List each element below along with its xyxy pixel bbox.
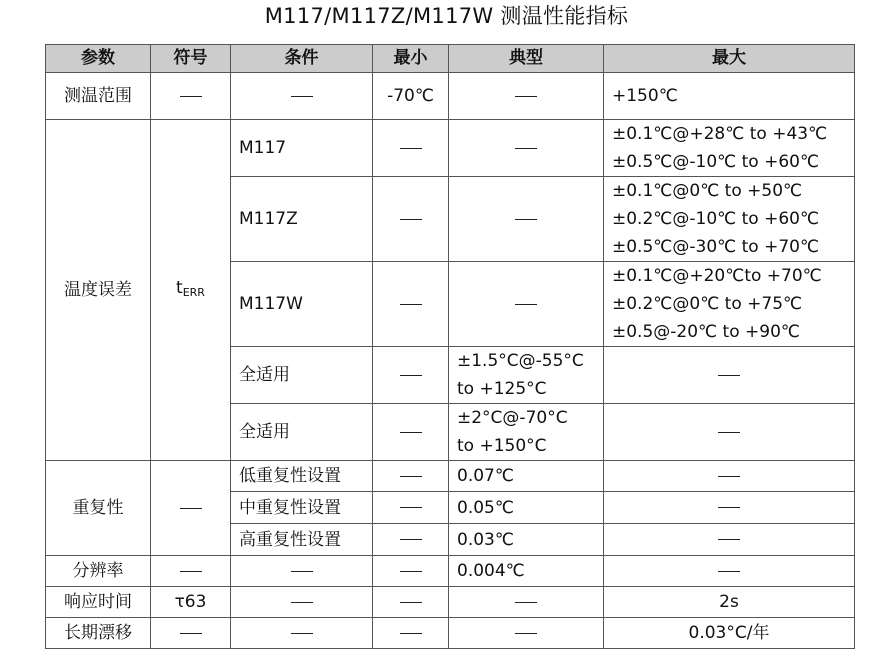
max-cell	[604, 524, 855, 556]
symbol-cell	[151, 461, 231, 556]
symbol-base: t	[176, 277, 183, 298]
table-row-error-m117	[46, 120, 855, 177]
max-line: ±0.1℃@0℃ to +50℃	[612, 181, 803, 201]
dash-mark	[400, 148, 422, 149]
dash-mark	[291, 633, 313, 634]
dash-mark	[515, 304, 537, 305]
typical-cell	[449, 177, 604, 262]
typical-cell	[449, 262, 604, 347]
condition-cell: 低重复性设置	[231, 461, 373, 492]
dash-mark	[291, 571, 313, 572]
page-title: M117/M117Z/M117W 测温性能指标	[264, 4, 629, 28]
param-cell: 分辨率	[46, 556, 151, 587]
condition-cell	[231, 73, 373, 120]
condition-cell: 中重复性设置	[231, 492, 373, 524]
header-min: 最小	[373, 45, 449, 73]
max-cell	[604, 556, 855, 587]
symbol-cell	[151, 73, 231, 120]
max-cell	[604, 120, 855, 177]
dash-mark	[400, 432, 422, 433]
dash-mark	[291, 602, 313, 603]
typical-line: to +125°C	[457, 379, 547, 399]
symbol-cell	[151, 120, 231, 461]
dash-mark	[180, 508, 202, 509]
header-typical: 典型	[449, 45, 604, 73]
param-cell: 响应时间	[46, 587, 151, 618]
min-cell	[373, 587, 449, 618]
condition-cell: M117W	[231, 262, 373, 347]
min-cell	[373, 120, 449, 177]
dash-mark	[718, 432, 740, 433]
dash-mark	[515, 602, 537, 603]
symbol-cell: τ63	[151, 587, 231, 618]
dash-mark	[718, 476, 740, 477]
dash-mark	[718, 539, 740, 540]
dash-mark	[718, 507, 740, 508]
condition-cell: 高重复性设置	[231, 524, 373, 556]
table-row-resolution	[46, 556, 855, 587]
max-cell	[604, 347, 855, 404]
dash-mark	[515, 96, 537, 97]
typical-cell	[449, 120, 604, 177]
min-cell	[373, 347, 449, 404]
spec-table	[45, 44, 855, 649]
typical-line: ±2°C@-70°C	[457, 408, 568, 428]
dash-mark	[180, 633, 202, 634]
param-cell: 重复性	[46, 461, 151, 556]
condition-cell: M117	[231, 120, 373, 177]
typical-line: ±1.5°C@-55°C	[457, 351, 584, 371]
max-line: ±0.2℃@0℃ to +75℃	[612, 294, 803, 314]
typical-cell: 0.07℃	[449, 461, 604, 492]
max-cell: 2s	[604, 587, 855, 618]
param-cell: 测温范围	[46, 73, 151, 120]
min-cell: -70℃	[373, 73, 449, 120]
table-row-repeat-low	[46, 461, 855, 492]
typical-cell	[449, 404, 604, 461]
condition-cell	[231, 556, 373, 587]
header-param: 参数	[46, 45, 151, 73]
max-cell: 0.03°C/年	[604, 618, 855, 649]
typical-cell: 0.05℃	[449, 492, 604, 524]
header-symbol: 符号	[151, 45, 231, 73]
max-line: ±0.1℃@+28℃ to +43℃	[612, 124, 828, 144]
max-line: ±0.5@-20℃ to +90℃	[612, 322, 800, 342]
typical-cell	[449, 347, 604, 404]
max-cell	[604, 404, 855, 461]
typical-cell: 0.004℃	[449, 556, 604, 587]
table-row-response	[46, 587, 855, 618]
dash-mark	[718, 375, 740, 376]
max-line: ±0.2℃@-10℃ to +60℃	[612, 209, 820, 229]
param-cell: 温度误差	[46, 120, 151, 461]
max-line: ±0.5℃@-30℃ to +70℃	[612, 237, 820, 257]
symbol-subscript: ERR	[182, 285, 205, 299]
min-cell	[373, 618, 449, 649]
table-row-drift	[46, 618, 855, 649]
max-cell: +150℃	[604, 73, 855, 120]
dash-mark	[515, 148, 537, 149]
max-cell	[604, 461, 855, 492]
dash-mark	[400, 507, 422, 508]
dash-mark	[400, 476, 422, 477]
dash-mark	[400, 571, 422, 572]
min-cell	[373, 556, 449, 587]
dash-mark	[400, 539, 422, 540]
header-max: 最大	[604, 45, 855, 73]
min-cell	[373, 461, 449, 492]
dash-mark	[515, 219, 537, 220]
dash-mark	[180, 96, 202, 97]
condition-cell: M117Z	[231, 177, 373, 262]
symbol-cell	[151, 556, 231, 587]
max-cell	[604, 177, 855, 262]
typical-cell	[449, 73, 604, 120]
table-row-range	[46, 73, 855, 120]
dash-mark	[400, 304, 422, 305]
min-cell	[373, 262, 449, 347]
dash-mark	[180, 571, 202, 572]
dash-mark	[400, 633, 422, 634]
condition-cell: 全适用	[231, 404, 373, 461]
condition-cell	[231, 587, 373, 618]
table-header-row	[46, 45, 855, 73]
symbol-cell	[151, 618, 231, 649]
dash-mark	[718, 571, 740, 572]
dash-mark	[400, 219, 422, 220]
dash-mark	[291, 96, 313, 97]
condition-cell	[231, 618, 373, 649]
max-line: ±0.5℃@-10℃ to +60℃	[612, 152, 820, 172]
dash-mark	[515, 633, 537, 634]
condition-cell: 全适用	[231, 347, 373, 404]
typical-cell	[449, 618, 604, 649]
min-cell	[373, 492, 449, 524]
max-cell	[604, 492, 855, 524]
typical-cell	[449, 587, 604, 618]
min-cell	[373, 177, 449, 262]
typical-line: to +150°C	[457, 436, 547, 456]
max-line: ±0.1℃@+20℃to +70℃	[612, 266, 822, 286]
min-cell	[373, 404, 449, 461]
max-cell	[604, 262, 855, 347]
header-condition: 条件	[231, 45, 373, 73]
param-cell: 长期漂移	[46, 618, 151, 649]
min-cell	[373, 524, 449, 556]
dash-mark	[400, 375, 422, 376]
typical-cell: 0.03℃	[449, 524, 604, 556]
dash-mark	[400, 602, 422, 603]
